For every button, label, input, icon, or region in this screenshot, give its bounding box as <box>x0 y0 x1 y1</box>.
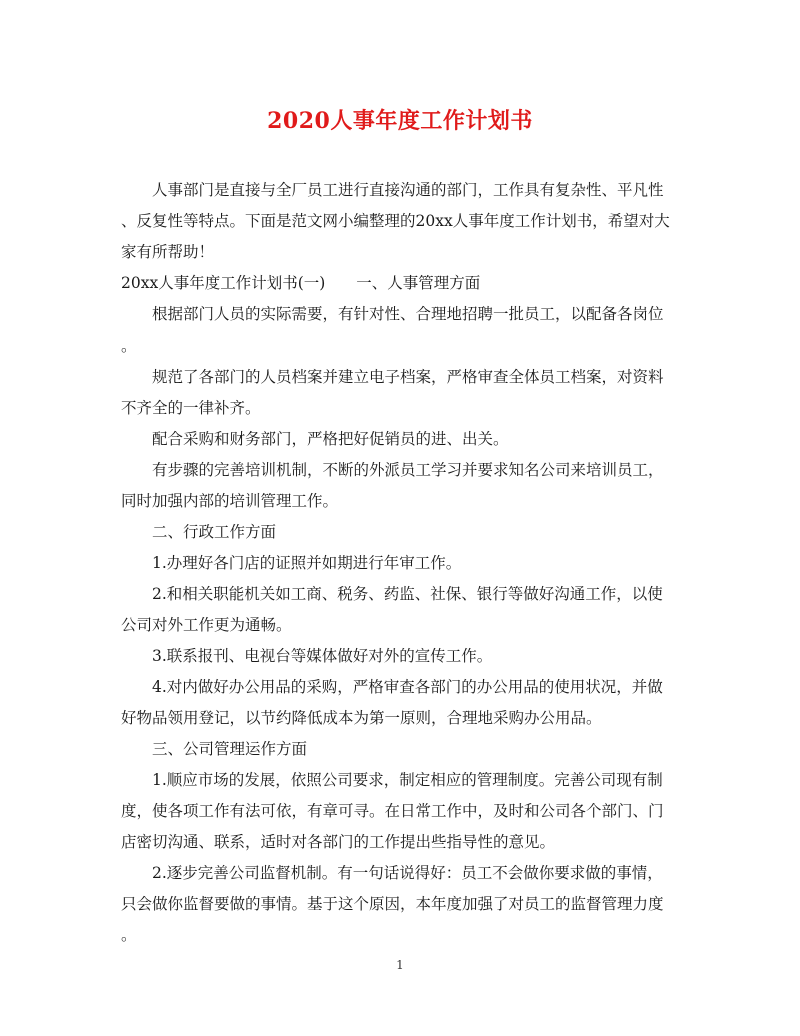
paragraph-line: 有步骤的完善培训机制，不断的外派员工学习并要求知名公司来培训员工， <box>152 461 664 479</box>
paragraph-line: 度，使各项工作有法可依，有章可寻。在日常工作中，及时和公司各个部门、门 <box>121 802 664 820</box>
paragraph-line: 2.和相关职能机关如工商、税务、药监、社保、银行等做好沟通工作，以使 <box>152 585 663 603</box>
paragraph-line: 好物品领用登记，以节约降低成本为第一原则，合理地采购办公用品。 <box>121 709 602 727</box>
paragraph-line: 配合采购和财务部门，严格把好促销员的进、出关。 <box>152 430 509 448</box>
paragraph-line: 1.办理好各门店的证照并如期进行年审工作。 <box>152 554 462 572</box>
paragraph-line: 只会做你监督要做的事情。基于这个原因，本年度加强了对员工的监督管理力度 <box>121 895 664 913</box>
paragraph-line: 家有所帮助！ <box>121 243 215 261</box>
paragraph-line: 同时加强内部的培训管理工作。 <box>121 492 339 510</box>
paragraph-line: 4.对内做好办公用品的采购，严格审查各部门的办公用品的使用状况，并做 <box>152 678 663 696</box>
paragraph-line: 2.逐步完善公司监督机制。有一句话说得好：员工不会做你要求做的事情， <box>152 864 663 882</box>
document-title: 2020人事年度工作计划书 <box>267 108 533 134</box>
section-heading: 二、行政工作方面 <box>152 523 277 541</box>
paragraph-line: 规范了各部门的人员档案并建立电子档案，严格审查全体员工档案，对资料 <box>152 368 664 386</box>
paragraph-line: 1.顺应市场的发展，依照公司要求，制定相应的管理制度。完善公司现有制 <box>152 771 663 789</box>
paragraph-line: 3.联系报刊、电视台等媒体做好对外的宣传工作。 <box>152 647 493 665</box>
paragraph-line: 。 <box>121 337 137 355</box>
paragraph-line: 不齐全的一律补齐。 <box>121 399 261 417</box>
paragraph-line: 店密切沟通、联系，适时对各部门的工作提出些指导性的意见。 <box>121 833 556 851</box>
section-heading: 三、公司管理运作方面 <box>152 740 308 758</box>
paragraph-line: 人事部门是直接与全厂员工进行直接沟通的部门，工作具有复杂性、平凡性 <box>152 181 664 199</box>
paragraph-line: 根据部门人员的实际需要，有针对性、合理地招聘一批员工，以配备各岗位 <box>152 305 664 323</box>
paragraph-line: 公司对外工作更为通畅。 <box>121 616 292 634</box>
section-heading-line: 20xx人事年度工作计划书(一) 一、人事管理方面 <box>121 274 481 292</box>
paragraph-line: 。 <box>121 926 137 944</box>
page-number: 1 <box>396 958 404 972</box>
paragraph-line: 、反复性等特点。下面是范文网小编整理的20xx人事年度工作计划书，希望对大 <box>121 212 670 230</box>
